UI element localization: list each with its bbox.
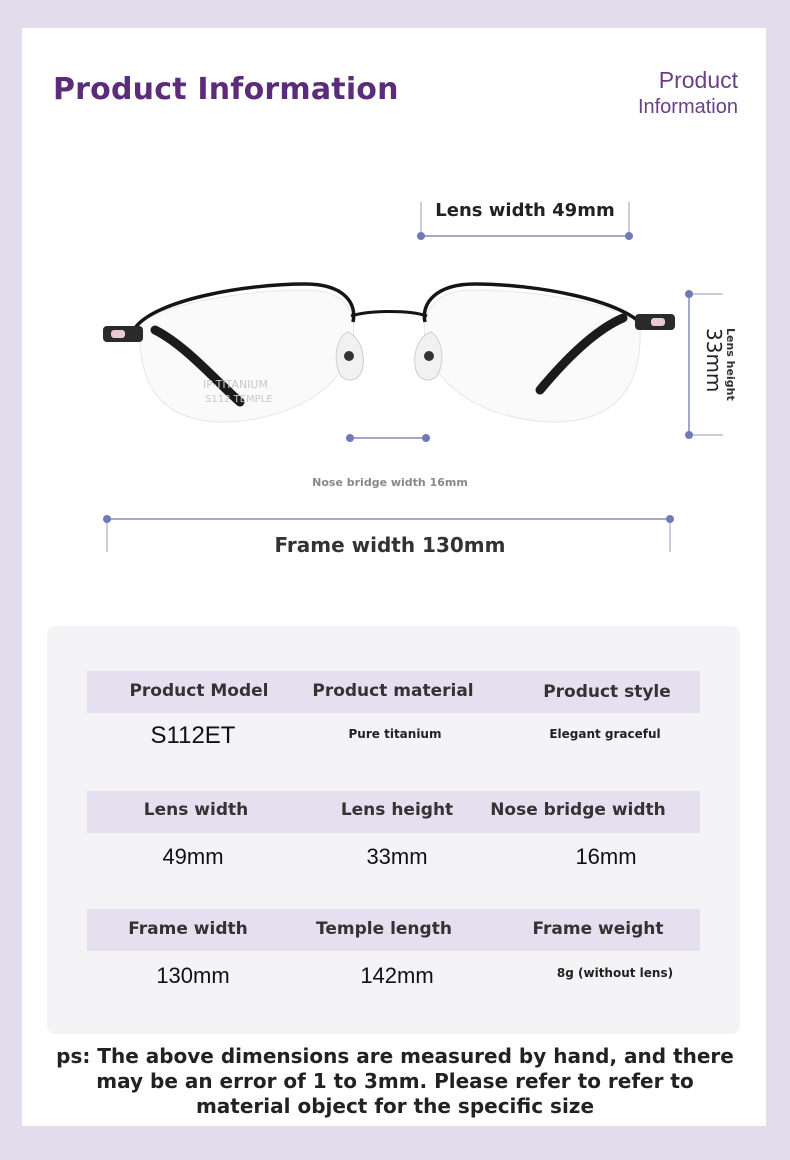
value-product-material: Pure titanium bbox=[348, 727, 442, 741]
header-lens-width: Lens width bbox=[143, 800, 249, 820]
footnote-line2: may be an error of 1 to 3mm. Please refer to refer to bbox=[96, 1069, 694, 1093]
value-product-model: S112ET bbox=[150, 722, 236, 749]
measurement-footnote bbox=[40, 1044, 750, 1119]
lens-height-caption: Lens height bbox=[724, 328, 737, 401]
side-title bbox=[638, 66, 738, 120]
page-title: Product Information bbox=[53, 72, 399, 107]
header-frame-width: Frame width bbox=[128, 919, 248, 939]
value-frame-width: 130mm bbox=[156, 963, 230, 988]
header-product-model: Product Model bbox=[129, 681, 269, 701]
value-lens-height: 33mm bbox=[366, 844, 428, 869]
frame-width-label: Frame width 130mm bbox=[274, 533, 506, 557]
temple-print-line1: IP-TITANIUM bbox=[203, 378, 268, 391]
header-lens-height: Lens height bbox=[340, 800, 454, 820]
footnote-line1: ps: The above dimensions are measured by hand, and there bbox=[56, 1044, 734, 1068]
value-temple-length: 142mm bbox=[360, 963, 434, 988]
header-nose-bridge-width: Nose bridge width bbox=[490, 800, 666, 820]
side-title-line2: Information bbox=[637, 96, 738, 118]
lens-height-value: 33mm bbox=[702, 328, 726, 393]
value-nose-bridge-width: 16mm bbox=[575, 844, 637, 869]
value-lens-width: 49mm bbox=[162, 844, 224, 869]
header-frame-weight: Frame weight bbox=[532, 919, 664, 939]
lens-width-label: Lens width 49mm bbox=[435, 200, 615, 221]
lens-height-label bbox=[702, 328, 736, 408]
glasses-illustration bbox=[95, 270, 685, 450]
nose-bridge-label: Nose bridge width 16mm bbox=[312, 476, 468, 489]
header-product-material: Product material bbox=[312, 681, 474, 701]
value-product-style: Elegant graceful bbox=[549, 727, 661, 741]
temple-print-line2: S112 TEMPLE bbox=[205, 394, 273, 405]
footnote-line3: material object for the specific size bbox=[195, 1094, 595, 1118]
side-title-line1: Product bbox=[658, 67, 738, 93]
header-product-style: Product style bbox=[543, 682, 671, 702]
header-temple-length: Temple length bbox=[316, 919, 452, 939]
value-frame-weight: 8g (without lens) bbox=[556, 966, 674, 980]
